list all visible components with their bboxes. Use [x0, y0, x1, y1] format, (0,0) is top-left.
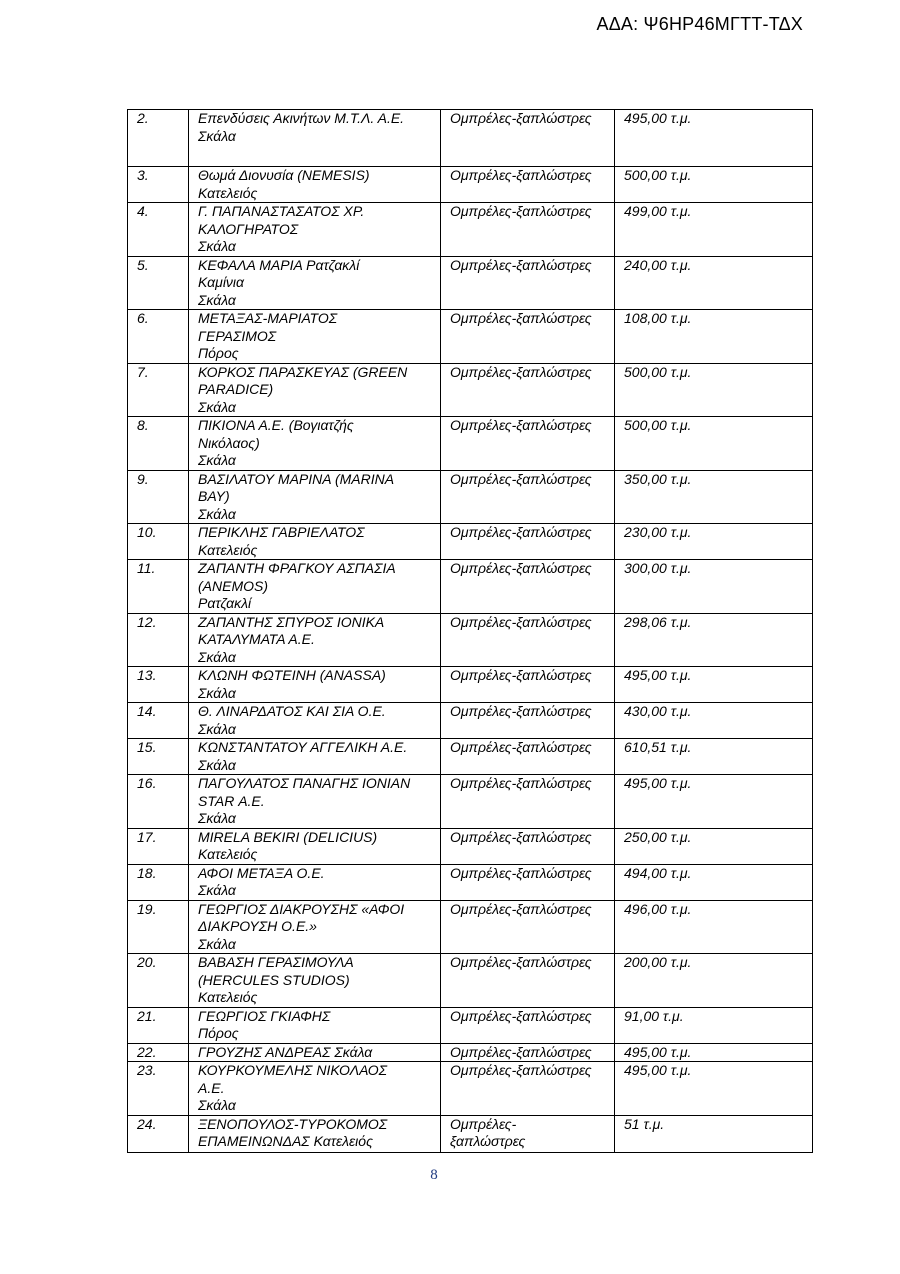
row-number: 17.: [128, 828, 189, 864]
business-name-cell: [189, 167, 441, 203]
business-name-line: ΚΕΦΑΛΑ ΜΑΡΙΑ Ρατζακλί: [198, 256, 360, 273]
use-type-cell: Ομπρέλες-ξαπλώστρες: [441, 1043, 615, 1062]
ada-code: ΑΔΑ: Ψ6ΗΡ46ΜΓΤΤ-ΤΔΧ: [596, 14, 803, 34]
table-row: [128, 470, 813, 524]
table-row: [128, 828, 813, 864]
area-cell: 610,51 τ.μ.: [615, 739, 813, 775]
business-name-line: Γ. ΠΑΠΑΝΑΣΤΑΣΑΤΟΣ ΧΡ.: [198, 203, 365, 219]
use-type-cell: Ομπρέλες-ξαπλώστρες: [441, 954, 615, 1008]
business-name-cell: [189, 1043, 441, 1062]
business-name-line: Σκάλα: [198, 810, 236, 826]
business-name-line: ΚΛΩΝΗ ΦΩΤΕΙΝΗ (ANASSA): [198, 667, 386, 683]
table-row: [128, 256, 813, 310]
business-name-cell: [189, 470, 441, 524]
row-number: 9.: [128, 470, 189, 524]
business-name-line: Σκάλα: [198, 720, 236, 737]
business-name-cell: [189, 203, 441, 257]
use-type-cell: Ομπρέλες-ξαπλώστρες: [441, 167, 615, 203]
area-cell: 300,00 τ.μ.: [615, 560, 813, 614]
row-number: 18.: [128, 864, 189, 900]
business-name-line: PARADICE): [198, 381, 274, 397]
row-number: 19.: [128, 900, 189, 954]
business-name-cell: [189, 256, 441, 310]
business-name-line: ΚΑΛΟΓΗΡΑΤΟΣ: [198, 220, 299, 237]
row-number: 24.: [128, 1115, 189, 1152]
row-number: 12.: [128, 613, 189, 667]
business-name-line: Κατελειός: [198, 846, 258, 862]
business-name-line: ΕΠΑΜΕΙΝΩΝΔΑΣ Κατελειός: [198, 1133, 373, 1149]
business-name-line: Κατελειός: [198, 184, 258, 201]
use-type-cell: Ομπρέλες-ξαπλώστρες: [441, 900, 615, 954]
table-row: [128, 524, 813, 560]
table-row: [128, 1115, 813, 1152]
row-number: 16.: [128, 775, 189, 829]
use-type-cell: Ομπρέλες-ξαπλώστρες: [441, 1062, 615, 1116]
area-cell: 240,00 τ.μ.: [615, 256, 813, 310]
business-name-cell: [189, 363, 441, 417]
business-name-line: Σκάλα: [198, 648, 236, 665]
row-number: 10.: [128, 524, 189, 560]
business-name-line: ΓΡΟΥΖΗΣ ΑΝΔΡΕΑΣ Σκάλα: [198, 1043, 373, 1060]
row-number: 23.: [128, 1062, 189, 1116]
business-name-line: ΚΟΥΡΚΟΥΜΕΛΗΣ ΝΙΚΟΛΑΟΣ: [198, 1062, 387, 1078]
area-cell: 350,00 τ.μ.: [615, 470, 813, 524]
business-name-cell: [189, 1115, 441, 1152]
business-name-cell: [189, 560, 441, 614]
business-name-line: ΠΙΚΙΟΝΑ Α.Ε. (Βογιατζής: [198, 417, 354, 433]
use-type-cell: Ομπρέλες-ξαπλώστρες: [441, 775, 615, 829]
row-number: 15.: [128, 739, 189, 775]
business-name-line: Κατελειός: [198, 989, 258, 1005]
business-name-line: Θωμά Διονυσία (NEMESIS): [198, 167, 370, 183]
business-name-cell: [189, 1007, 441, 1043]
business-name-cell: [189, 110, 441, 167]
business-name-cell: [189, 310, 441, 364]
table-row: [128, 417, 813, 471]
row-number: 2.: [128, 110, 189, 167]
business-name-cell: [189, 828, 441, 864]
business-name-cell: [189, 1062, 441, 1116]
table-row: [128, 363, 813, 417]
use-type-cell: Ομπρέλες-ξαπλώστρες: [441, 864, 615, 900]
use-type-cell: Ομπρέλες-ξαπλώστρες: [441, 703, 615, 739]
area-cell: 108,00 τ.μ.: [615, 310, 813, 364]
table-row: [128, 864, 813, 900]
business-name-line: Θ. ΛΙΝΑΡΔΑΤΟΣ ΚΑΙ ΣΙΑ Ο.Ε.: [198, 703, 386, 719]
business-name-line: (HERCULES STUDIOS): [198, 971, 350, 988]
business-name-cell: [189, 417, 441, 471]
business-name-line: Κατελειός: [198, 541, 258, 558]
business-name-line: Σκάλα: [198, 756, 236, 773]
row-number: 11.: [128, 560, 189, 614]
row-number: 8.: [128, 417, 189, 471]
business-name-line: ΚΩΝΣΤΑΝΤΑΤΟΥ ΑΓΓΕΛΙΚΗ Α.Ε.: [198, 739, 408, 755]
row-number: 7.: [128, 363, 189, 417]
business-name-line: ΔΙΑΚΡΟΥΣΗ Ο.Ε.»: [198, 918, 317, 934]
business-name-line: ΓΕΩΡΓΙΟΣ ΓΚΙΑΦΗΣ: [198, 1007, 331, 1024]
area-cell: 500,00 τ.μ.: [615, 363, 813, 417]
business-name-line: ΚΟΡΚΟΣ ΠΑΡΑΣΚΕΥΑΣ (GREEN: [198, 363, 408, 380]
table-row: [128, 110, 813, 167]
use-type-cell: Ομπρέλες-ξαπλώστρες: [441, 310, 615, 364]
business-name-line: MIRELA BEKIRI (DELICIUS): [198, 828, 378, 845]
business-name-line: Σκάλα: [198, 291, 236, 308]
use-type-cell: Ομπρέλες-ξαπλώστρες: [441, 524, 615, 560]
area-cell: 298,06 τ.μ.: [615, 613, 813, 667]
business-name-cell: [189, 703, 441, 739]
use-type-cell: Ομπρέλες-ξαπλώστρες: [441, 667, 615, 703]
business-name-line: Σκάλα: [198, 1097, 236, 1113]
area-cell: 500,00 τ.μ.: [615, 417, 813, 471]
business-name-line: ΑΦΟΙ ΜΕΤΑΞΑ Ο.Ε.: [198, 864, 325, 881]
area-cell: 230,00 τ.μ.: [615, 524, 813, 560]
business-name-cell: [189, 954, 441, 1008]
table-row: [128, 167, 813, 203]
row-number: 21.: [128, 1007, 189, 1043]
business-name-line: BAY): [198, 488, 230, 504]
business-name-line: Α.Ε.: [198, 1079, 225, 1096]
area-cell: 495,00 τ.μ.: [615, 1062, 813, 1116]
area-cell: 200,00 τ.μ.: [615, 954, 813, 1008]
use-type-cell: Ομπρέλες-ξαπλώστρες: [441, 828, 615, 864]
business-name-line: Σκάλα: [198, 684, 236, 701]
business-name-line: ΠΑΓΟΥΛΑΤΟΣ ΠΑΝΑΓΗΣ IONIAN: [198, 775, 411, 791]
area-cell: 500,00 τ.μ.: [615, 167, 813, 203]
business-name-line: ΓΕΡΑΣΙΜΟΣ: [198, 327, 277, 344]
business-name-line: Σκάλα: [198, 935, 236, 952]
area-cell: 495,00 τ.μ.: [615, 775, 813, 829]
row-number: 13.: [128, 667, 189, 703]
table-row: [128, 954, 813, 1008]
business-name-line: ΖΑΠΑΝΤΗ ΦΡΑΓΚΟΥ ΑΣΠΑΣΙΑ: [198, 560, 396, 576]
use-type-cell: Ομπρέλες-ξαπλώστρες: [441, 417, 615, 471]
use-type-cell: Ομπρέλες-ξαπλώστρες: [441, 203, 615, 257]
row-number: 5.: [128, 256, 189, 310]
business-name-line: Σκάλα: [198, 238, 236, 254]
use-type-cell: Ομπρέλες-ξαπλώστρες: [441, 560, 615, 614]
business-name-line: Σκάλα: [198, 452, 236, 468]
business-name-line: Σκάλα: [198, 127, 236, 144]
table-body: [128, 110, 813, 1153]
use-type-cell: Ομπρέλες-ξαπλώστρες: [441, 470, 615, 524]
business-name-cell: [189, 775, 441, 829]
table-row: [128, 1043, 813, 1062]
use-type-cell: Ομπρέλες-ξαπλώστρες: [441, 110, 615, 167]
row-number: 22.: [128, 1043, 189, 1062]
table-row: [128, 1007, 813, 1043]
row-number: 20.: [128, 954, 189, 1008]
area-cell: 51 τ.μ.: [615, 1115, 813, 1152]
use-type-cell: Ομπρέλες-ξαπλώστρες: [441, 256, 615, 310]
area-cell: 496,00 τ.μ.: [615, 900, 813, 954]
table-row: [128, 310, 813, 364]
business-name-line: Σκάλα: [198, 398, 236, 415]
table-row: [128, 613, 813, 667]
business-name-cell: [189, 667, 441, 703]
business-name-cell: [189, 900, 441, 954]
area-cell: 250,00 τ.μ.: [615, 828, 813, 864]
business-name-line: Σκάλα: [198, 505, 236, 522]
area-cell: 494,00 τ.μ.: [615, 864, 813, 900]
area-cell: 499,00 τ.μ.: [615, 203, 813, 257]
row-number: 4.: [128, 203, 189, 257]
business-name-line: Ρατζακλί: [198, 595, 252, 611]
business-name-line: ΓΕΩΡΓΙΟΣ ΔΙΑΚΡΟΥΣΗΣ «ΑΦΟΙ: [198, 900, 405, 917]
business-name-cell: [189, 613, 441, 667]
business-name-line: Πόρος: [198, 1025, 239, 1041]
business-name-line: Σκάλα: [198, 882, 236, 898]
business-name-cell: [189, 524, 441, 560]
business-name-line: Επενδύσεις Ακινήτων Μ.Τ.Λ. Α.Ε.: [198, 110, 405, 126]
row-number: 14.: [128, 703, 189, 739]
business-name-cell: [189, 864, 441, 900]
area-cell: 430,00 τ.μ.: [615, 703, 813, 739]
business-name-line: Νικόλαος): [198, 434, 260, 451]
use-type-cell: Ομπρέλες- ξαπλώστρες: [441, 1115, 615, 1152]
business-name-line: ΚΑΤΑΛΥΜΑΤΑ Α.Ε.: [198, 631, 315, 647]
area-cell: 91,00 τ.μ.: [615, 1007, 813, 1043]
table-row: [128, 703, 813, 739]
business-name-line: (ANEMOS): [198, 577, 268, 594]
area-cell: 495,00 τ.μ.: [615, 110, 813, 167]
page-number: 8: [430, 1167, 438, 1183]
concessions-table: [127, 109, 813, 1153]
use-type-cell: Ομπρέλες-ξαπλώστρες: [441, 739, 615, 775]
business-name-cell: [189, 739, 441, 775]
use-type-cell: Ομπρέλες-ξαπλώστρες: [441, 613, 615, 667]
row-number: 6.: [128, 310, 189, 364]
business-name-line: ΜΕΤΑΞΑΣ-ΜΑΡΙΑΤΟΣ: [198, 310, 338, 326]
use-type-cell: Ομπρέλες-ξαπλώστρες: [441, 363, 615, 417]
table-row: [128, 1062, 813, 1116]
business-name-line: ΒΑΣΙΛΑΤΟΥ ΜΑΡΙΝΑ (MARINA: [198, 470, 395, 487]
table-row: [128, 560, 813, 614]
table-row: [128, 203, 813, 257]
business-name-line: ΒΑΒΑΣΗ ΓΕΡΑΣΙΜΟΥΛΑ: [198, 954, 354, 970]
area-cell: 495,00 τ.μ.: [615, 667, 813, 703]
table-row: [128, 900, 813, 954]
use-type-cell: Ομπρέλες-ξαπλώστρες: [441, 1007, 615, 1043]
table-row: [128, 667, 813, 703]
table-row: [128, 775, 813, 829]
row-number: 3.: [128, 167, 189, 203]
business-name-line: Καμίνια: [198, 274, 245, 290]
table-row: [128, 739, 813, 775]
business-name-line: ΖΑΠΑΝΤΗΣ ΣΠΥΡΟΣ ΙΟΝΙΚΑ: [198, 613, 385, 630]
business-name-line: ΞΕΝΟΠΟΥΛΟΣ-ΤΥΡΟΚΟΜΟΣ: [198, 1115, 388, 1132]
business-name-line: Πόρος: [198, 345, 239, 361]
business-name-line: ΠΕΡΙΚΛΗΣ ΓΑΒΡΙΕΛΑΤΟΣ: [198, 524, 365, 540]
area-cell: 495,00 τ.μ.: [615, 1043, 813, 1062]
business-name-line: STAR Α.Ε.: [198, 792, 265, 809]
